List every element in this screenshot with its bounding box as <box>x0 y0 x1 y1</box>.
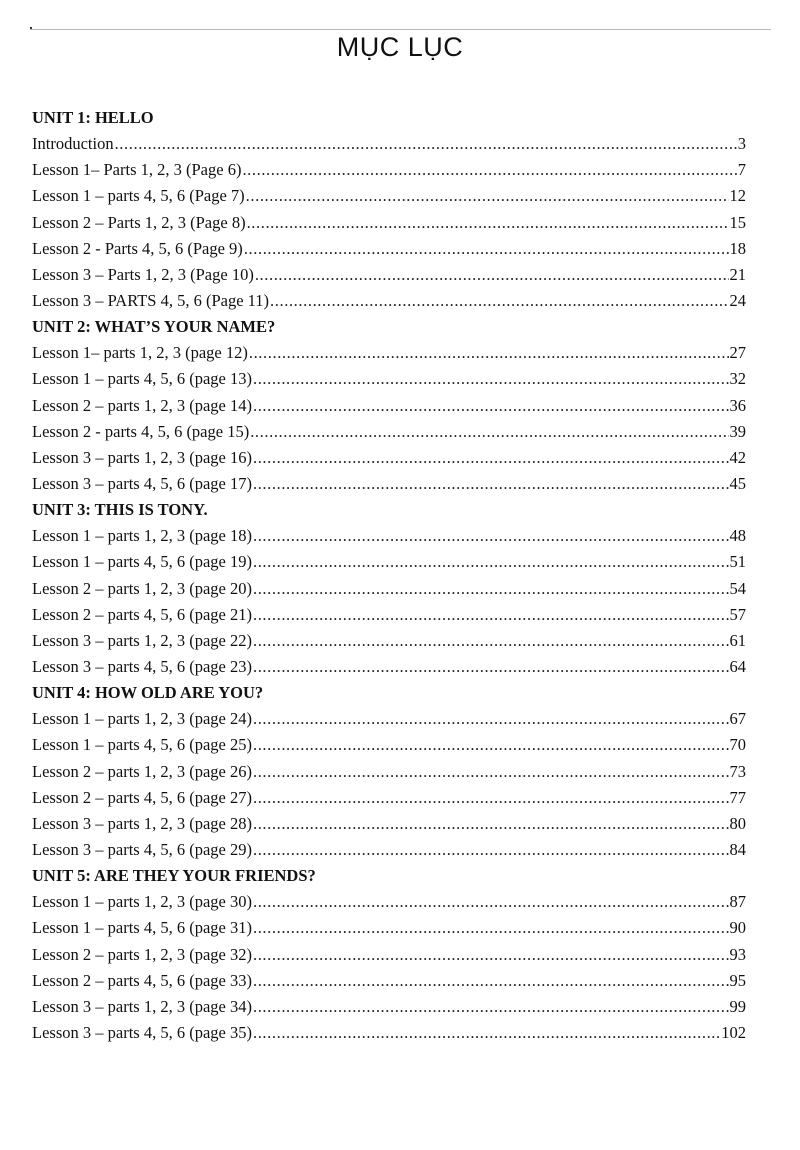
toc-entry-label: Lesson 2 – parts 1, 2, 3 (page 26) <box>32 761 252 781</box>
header-rule <box>30 29 771 30</box>
toc-entry[interactable] <box>32 706 746 732</box>
toc-entry-page-number: 24 <box>729 290 746 310</box>
toc-entry-label: Lesson 1 – parts 1, 2, 3 (page 30) <box>32 892 252 912</box>
dot-leader <box>253 393 729 419</box>
toc-entry-page-number: 45 <box>729 473 746 493</box>
toc-entry[interactable] <box>32 288 746 314</box>
toc-entry-label: Lesson 1 – parts 1, 2, 3 (page 24) <box>32 709 252 729</box>
dot-leader <box>253 471 729 497</box>
toc-entry[interactable] <box>32 262 746 288</box>
toc-entry-label: Lesson 1– Parts 1, 2, 3 (Page 6) <box>32 160 242 180</box>
toc-entry-page-number: 73 <box>729 761 746 781</box>
toc-entry-label: Lesson 2 – parts 1, 2, 3 (page 20) <box>32 578 252 598</box>
toc-entry[interactable] <box>32 523 746 549</box>
toc-entry-page-number: 84 <box>729 839 746 859</box>
toc-entry-page-number: 32 <box>729 369 746 389</box>
unit-heading: UNIT 3: THIS IS TONY. <box>32 500 208 520</box>
toc-entry-page-number: 87 <box>729 892 746 912</box>
toc-entry[interactable] <box>32 759 746 785</box>
toc-entry-label: Lesson 3 – Parts 1, 2, 3 (Page 10) <box>32 264 254 284</box>
dot-leader <box>253 549 729 575</box>
dot-leader <box>253 915 729 941</box>
dot-leader <box>244 236 729 262</box>
dot-leader <box>253 366 729 392</box>
toc-entry-label: Lesson 3 – parts 4, 5, 6 (page 17) <box>32 473 252 493</box>
toc-entry-page-number: 90 <box>729 918 746 938</box>
toc-entry[interactable] <box>32 576 746 602</box>
toc-entry[interactable] <box>32 157 746 183</box>
toc-entry[interactable] <box>32 445 746 471</box>
toc-entry[interactable] <box>32 628 746 654</box>
toc-entry-label: Lesson 3 – parts 4, 5, 6 (page 23) <box>32 656 252 676</box>
table-of-contents <box>32 105 746 1046</box>
toc-entry[interactable] <box>32 942 746 968</box>
toc-entry-page-number: 93 <box>729 944 746 964</box>
toc-entry-label: Lesson 3 – PARTS 4, 5, 6 (Page 11) <box>32 290 270 310</box>
toc-entry[interactable] <box>32 340 746 366</box>
dot-leader <box>253 837 729 863</box>
toc-entry[interactable] <box>32 183 746 209</box>
dot-leader <box>253 576 729 602</box>
toc-entry-page-number: 57 <box>729 604 746 624</box>
dot-leader <box>115 131 737 157</box>
dot-leader <box>253 889 729 915</box>
toc-entry[interactable] <box>32 393 746 419</box>
dot-leader <box>253 706 729 732</box>
toc-entry-label: Lesson 2 – parts 4, 5, 6 (page 33) <box>32 970 252 990</box>
toc-entry[interactable] <box>32 732 746 758</box>
toc-entry-label: Lesson 1 – parts 4, 5, 6 (page 31) <box>32 918 252 938</box>
toc-entry-label: Lesson 3 – parts 1, 2, 3 (page 22) <box>32 630 252 650</box>
toc-entry[interactable] <box>32 915 746 941</box>
unit-heading: UNIT 4: HOW OLD ARE YOU? <box>32 683 264 703</box>
dot-leader <box>253 942 729 968</box>
toc-entry[interactable] <box>32 236 746 262</box>
dot-leader <box>253 654 729 680</box>
toc-entry-page-number: 21 <box>729 264 746 284</box>
unit-heading: UNIT 5: ARE THEY YOUR FRIENDS? <box>32 866 316 886</box>
toc-entry-label: Lesson 3 – parts 4, 5, 6 (page 35) <box>32 1022 252 1042</box>
toc-entry[interactable] <box>32 968 746 994</box>
unit-heading: UNIT 2: WHAT’S YOUR NAME? <box>32 317 276 337</box>
toc-entry-page-number: 36 <box>729 395 746 415</box>
toc-entry[interactable] <box>32 889 746 915</box>
toc-entry-page-number: 3 <box>737 134 746 154</box>
toc-entry-label: Lesson 1– parts 1, 2, 3 (page 12) <box>32 343 248 363</box>
toc-entry[interactable] <box>32 131 746 157</box>
toc-entry-label: Lesson 2 – parts 4, 5, 6 (page 27) <box>32 787 252 807</box>
dot-leader <box>249 340 729 366</box>
toc-entry-label: Lesson 3 – parts 1, 2, 3 (page 34) <box>32 996 252 1016</box>
dot-leader <box>246 183 729 209</box>
toc-entry[interactable] <box>32 366 746 392</box>
toc-entry-page-number: 51 <box>729 552 746 572</box>
toc-entry-page-number: 18 <box>729 238 746 258</box>
toc-entry-page-number: 64 <box>729 656 746 676</box>
toc-entry-page-number: 39 <box>729 421 746 441</box>
toc-entry[interactable] <box>32 654 746 680</box>
toc-entry-label: Lesson 1 – parts 4, 5, 6 (page 19) <box>32 552 252 572</box>
dot-leader <box>253 602 729 628</box>
toc-entry-label: Introduction <box>32 134 114 154</box>
toc-entry-page-number: 48 <box>729 526 746 546</box>
toc-entry-page-number: 102 <box>721 1022 746 1042</box>
toc-entry-page-number: 61 <box>729 630 746 650</box>
toc-entry-label: Lesson 2 - parts 4, 5, 6 (page 15) <box>32 421 250 441</box>
toc-entry[interactable] <box>32 210 746 236</box>
dot-leader <box>253 968 729 994</box>
toc-entry-page-number: 70 <box>729 735 746 755</box>
toc-entry-page-number: 77 <box>729 787 746 807</box>
dot-leader <box>253 759 729 785</box>
toc-entry-label: Lesson 3 – parts 1, 2, 3 (page 28) <box>32 813 252 833</box>
dot-leader <box>247 210 729 236</box>
dot-leader <box>253 732 729 758</box>
toc-entry-label: Lesson 2 - Parts 4, 5, 6 (Page 9) <box>32 238 243 258</box>
toc-entry[interactable] <box>32 1020 746 1046</box>
toc-entry-label: Lesson 1 – parts 4, 5, 6 (page 13) <box>32 369 252 389</box>
toc-entry[interactable] <box>32 602 746 628</box>
toc-entry-page-number: 95 <box>729 970 746 990</box>
toc-entry[interactable] <box>32 471 746 497</box>
toc-entry-page-number: 7 <box>737 160 746 180</box>
dot-leader <box>253 523 729 549</box>
dot-leader <box>253 811 729 837</box>
toc-entry-page-number: 80 <box>729 813 746 833</box>
dot-leader <box>253 445 729 471</box>
toc-entry-page-number: 12 <box>729 186 746 206</box>
dot-leader <box>253 1020 720 1046</box>
dot-leader <box>270 288 728 314</box>
toc-entry-label: Lesson 2 – parts 4, 5, 6 (page 21) <box>32 604 252 624</box>
toc-entry[interactable] <box>32 419 746 445</box>
toc-entry[interactable] <box>32 549 746 575</box>
dot-leader <box>253 994 729 1020</box>
toc-entry-page-number: 54 <box>729 578 746 598</box>
toc-entry-label: Lesson 3 – parts 1, 2, 3 (page 16) <box>32 447 252 467</box>
toc-entry-page-number: 15 <box>729 212 746 232</box>
dot-leader <box>253 785 729 811</box>
toc-entry[interactable] <box>32 785 746 811</box>
toc-entry-label: Lesson 1 – parts 4, 5, 6 (page 25) <box>32 735 252 755</box>
unit-heading: UNIT 1: HELLO <box>32 108 154 127</box>
page-title: MỤC LỤC <box>336 32 464 62</box>
toc-entry-page-number: 67 <box>729 709 746 729</box>
toc-entry-label: Lesson 1 – parts 1, 2, 3 (page 18) <box>32 526 252 546</box>
toc-entry-page-number: 99 <box>729 996 746 1016</box>
toc-entry-label: Lesson 2 – parts 1, 2, 3 (page 32) <box>32 944 252 964</box>
toc-entry[interactable] <box>32 811 746 837</box>
toc-entry[interactable] <box>32 837 746 863</box>
toc-entry-label: Lesson 1 – parts 4, 5, 6 (Page 7) <box>32 186 245 206</box>
dot-leader <box>255 262 729 288</box>
dot-leader <box>253 628 729 654</box>
toc-entry-page-number: 42 <box>729 447 746 467</box>
toc-entry-label: Lesson 2 – Parts 1, 2, 3 (Page 8) <box>32 212 246 232</box>
toc-entry-label: Lesson 2 – parts 1, 2, 3 (page 14) <box>32 395 252 415</box>
toc-entry-page-number: 27 <box>729 343 746 363</box>
dot-leader <box>242 157 736 183</box>
dot-leader <box>250 419 728 445</box>
toc-entry[interactable] <box>32 994 746 1020</box>
toc-entry-label: Lesson 3 – parts 4, 5, 6 (page 29) <box>32 839 252 859</box>
